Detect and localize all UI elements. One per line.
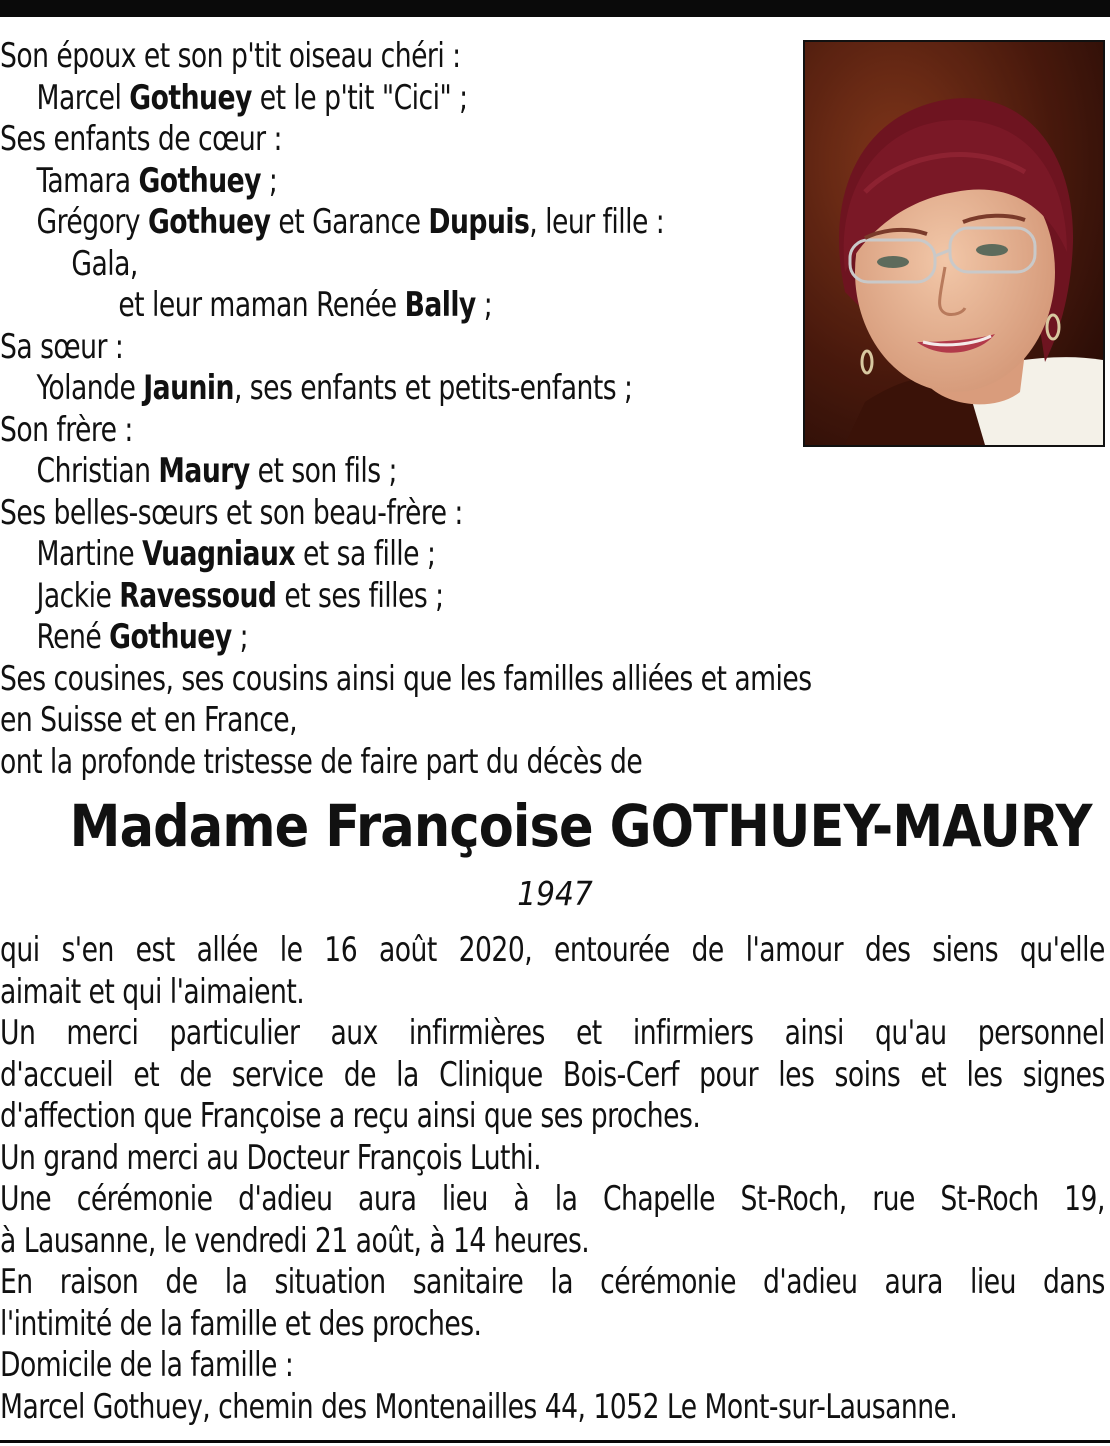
- family-text: , leur fille :: [529, 202, 665, 242]
- closing-paragraph: [0, 1179, 1105, 1262]
- family-text: René: [36, 617, 110, 657]
- family-line: [0, 78, 696, 120]
- family-line: [0, 161, 696, 203]
- family-text: et leur maman Renée: [118, 285, 405, 325]
- closing-line: Marcel Gothuey, chemin des Montenailles 44, 1052 Le Mont-sur-Lausanne.: [0, 1386, 958, 1427]
- family-line: [0, 36, 696, 78]
- family-text: Marcel: [36, 77, 130, 118]
- surname: Bally: [404, 285, 476, 325]
- surname: Ravessoud: [119, 575, 277, 616]
- family-line: [0, 410, 696, 452]
- closing-line: à Lausanne, le vendredi 21 août, à 14 heures.: [0, 1220, 590, 1261]
- family-line: [0, 202, 696, 244]
- portrait-illustration: [805, 42, 1103, 445]
- closing-line: Un grand merci au Docteur François Luthi.: [0, 1137, 542, 1178]
- surname: Gothuey: [129, 77, 252, 118]
- family-text: ;: [260, 160, 278, 201]
- family-text: Ses cousines, ses cousins ainsi que les familles alliées et amies: [0, 658, 812, 699]
- family-line: [0, 700, 696, 742]
- family-text: ont la profonde tristesse de faire part du décès de: [0, 741, 643, 782]
- closing-line: qui s'en est allée le 16 août 2020, entourée de l'amour des siens qu'elle: [0, 930, 1105, 970]
- closing-paragraph: [0, 1387, 1105, 1429]
- closing-text: [0, 930, 1105, 1428]
- family-text: Tamara: [36, 160, 139, 201]
- closing-paragraph: [0, 1345, 1105, 1387]
- family-line: [0, 493, 696, 535]
- family-line: [0, 327, 696, 369]
- closing-line: En raison de la situation sanitaire la cérémonie d'adieu aura lieu dans: [0, 1262, 1105, 1302]
- family-text: et Garance: [270, 202, 429, 242]
- closing-line: d'affection que Françoise a reçu ainsi que ses proches.: [0, 1096, 701, 1136]
- deceased-name-text: Madame Françoise GOTHUEY-MAURY: [69, 792, 1092, 860]
- closing-line: l'intimité de la famille et des proches.: [0, 1303, 482, 1344]
- surname: Jaunin: [143, 368, 234, 408]
- closing-line: aimait et qui l'aimaient.: [0, 971, 305, 1012]
- birth-year: 1947: [517, 874, 593, 913]
- portrait-photo: [803, 40, 1105, 447]
- family-text: Ses enfants de cœur :: [0, 119, 282, 159]
- family-line: [0, 658, 812, 701]
- family-text: ;: [231, 617, 249, 657]
- closing-paragraph: [0, 1138, 1105, 1180]
- closing-line: Une cérémonie d'adieu aura lieu à la Chapelle St-Roch, rue St-Roch 19,: [0, 1179, 1105, 1219]
- family-text: et son fils ;: [249, 451, 398, 491]
- family-text: Gala,: [71, 243, 138, 284]
- family-line: [0, 617, 696, 659]
- surname: Dupuis: [428, 202, 530, 242]
- family-text: Son frère :: [0, 409, 133, 450]
- family-text: Yolande: [36, 368, 144, 408]
- family-text: Son époux et son p'tit oiseau chéri :: [0, 36, 461, 76]
- family-text: Christian: [36, 451, 159, 491]
- surname: Vuagniaux: [142, 534, 296, 574]
- family-line: [0, 285, 696, 327]
- family-text: et ses filles ;: [276, 575, 444, 616]
- family-text: Martine: [36, 534, 143, 574]
- family-list: [0, 36, 812, 783]
- closing-paragraph: [0, 1262, 1105, 1345]
- top-rule: [0, 0, 1110, 17]
- surname: Gothuey: [138, 160, 261, 201]
- family-line: [0, 368, 696, 410]
- closing-line: Domicile de la famille :: [0, 1345, 294, 1385]
- family-text: Ses belles-sœurs et son beau-frère :: [0, 492, 463, 533]
- family-text: en Suisse et en France,: [0, 700, 298, 740]
- family-line: [0, 244, 696, 286]
- family-line: [0, 119, 696, 161]
- deceased-name: [0, 792, 1110, 860]
- closing-paragraph: [0, 930, 1105, 1013]
- bottom-rule: [0, 1440, 1110, 1443]
- family-line: [0, 742, 696, 784]
- surname: Gothuey: [109, 617, 232, 657]
- closing-line: Un merci particulier aux infirmières et infirmiers ainsi qu'au personnel: [0, 1013, 1105, 1053]
- surname: Maury: [158, 451, 250, 491]
- family-line: [0, 451, 696, 493]
- family-text: et le p'tit "Cici" ;: [251, 77, 468, 118]
- closing-line: d'accueil et de service de la Clinique Bois-Cerf pour les soins et les signes: [0, 1054, 1105, 1095]
- family-text: Jackie: [36, 575, 120, 616]
- family-line: [0, 534, 696, 576]
- family-text: ;: [475, 285, 493, 325]
- closing-paragraph: [0, 1013, 1105, 1138]
- family-text: , ses enfants et petits-enfants ;: [233, 368, 633, 408]
- family-text: et sa fille ;: [295, 534, 436, 574]
- family-text: Sa sœur :: [0, 326, 124, 367]
- family-line: [0, 576, 696, 618]
- surname: Gothuey: [147, 202, 271, 242]
- family-text: Grégory: [36, 202, 148, 242]
